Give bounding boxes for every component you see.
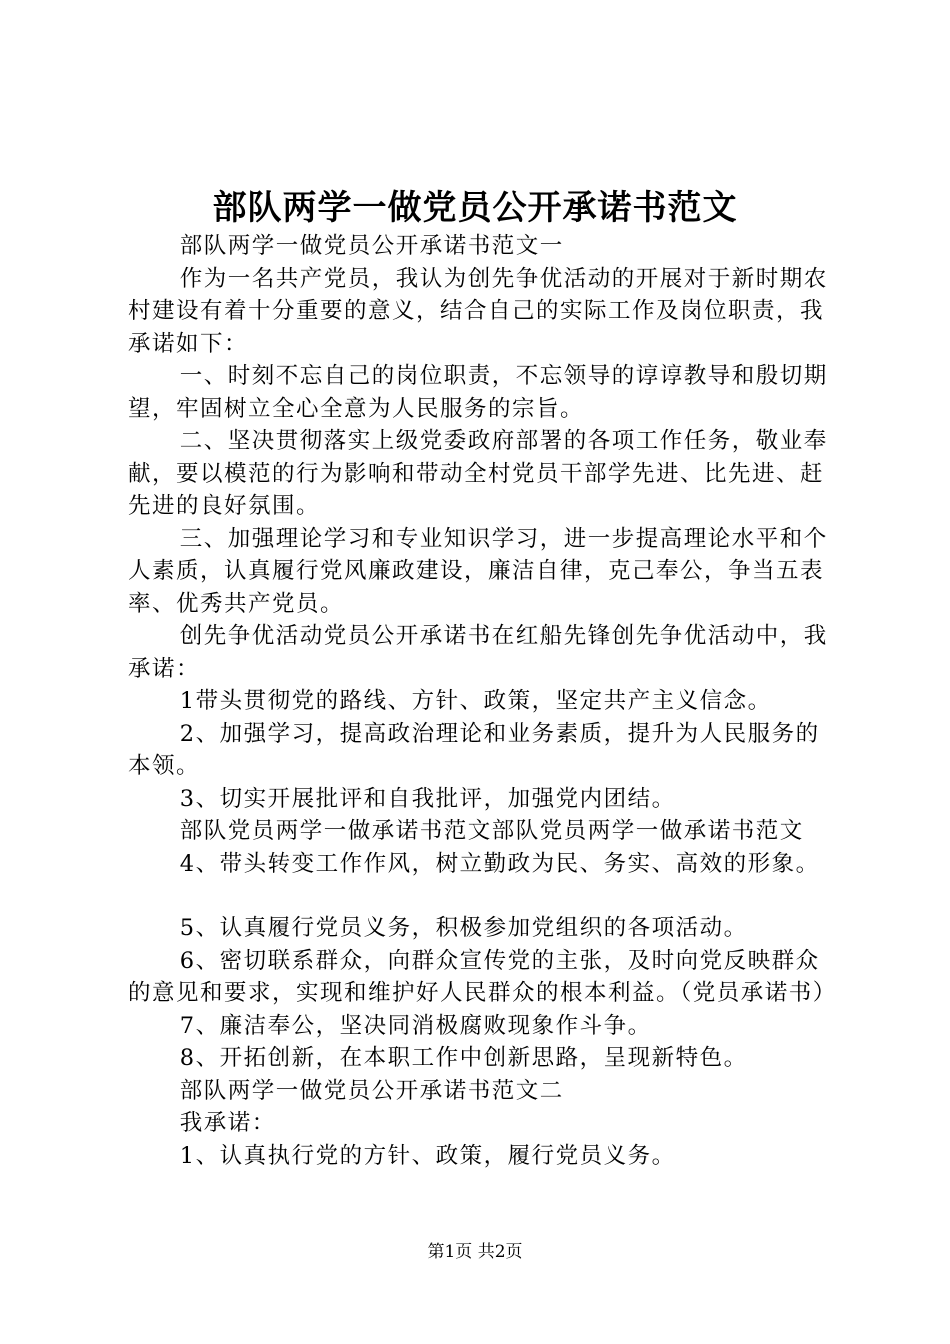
paragraph: 创先争优活动党员公开承诺书在红船先锋创先争优活动中，我承诺：	[128, 623, 828, 682]
paragraph: 6、密切联系群众，向群众宣传党的主张，及时向党反映群众的意见和要求，实现和维护好人民群众的根本利益。（党员承诺书）	[128, 947, 837, 1006]
paragraph: 作为一名共产党员，我认为创先争优活动的开展对于新时期农村建设有着十分重要的意义，结合自己的实际工作及岗位职责，我承诺如下：	[128, 265, 828, 357]
paragraph: 5、认真履行党员义务，积极参加党组织的各项活动。	[179, 915, 748, 941]
paragraph: 二、坚决贯彻落实上级党委政府部署的各项工作任务，敬业奉献，要以模范的行为影响和带动全村党员干部学先进、比先进、赶先进的良好氛围。	[128, 428, 828, 519]
paragraph: 部队两学一做党员公开承诺书范文一	[179, 233, 564, 259]
paragraph: 4、带头转变工作作风，树立勤政为民、务实、高效的形象。	[179, 850, 820, 877]
paragraph: 1、认真执行党的方针、政策，履行党员义务。	[179, 1142, 676, 1169]
paragraph: 7、廉洁奉公，坚决同消极腐败现象作斗争。	[179, 1012, 652, 1039]
paragraph: 部队两学一做党员公开承诺书范文二	[179, 1077, 564, 1104]
document-body	[128, 230, 837, 1172]
paragraph: 我承诺：	[179, 1110, 276, 1136]
paragraph: 一、时刻不忘自己的岗位职责，不忘领导的谆谆教导和殷切期望，牢固树立全心全意为人民服务的宗旨。	[128, 363, 828, 422]
paragraph: 2、加强学习，提高政治理论和业务素质，提升为人民服务的本领。	[128, 720, 820, 779]
paragraph: 3、切实开展批评和自我批评，加强党内团结。	[179, 785, 676, 812]
paragraph: 部队党员两学一做承诺书范文部队党员两学一做承诺书范文	[179, 818, 804, 844]
page-title: 部队两学一做党员公开承诺书范文	[212, 188, 738, 228]
paragraph: 1带头贯彻党的路线、方针、政策，坚定共产主义信念。	[179, 688, 772, 714]
paragraph: 8、开拓创新，在本职工作中创新思路，呈现新特色。	[179, 1045, 748, 1071]
paragraph: 三、加强理论学习和专业知识学习，进一步提高理论水平和个人素质，认真履行党风廉政建设，廉洁自律，克己奉公，争当五表率、优秀共产党员。	[128, 525, 828, 617]
page-number-footer: 第1页 共2页	[427, 1242, 523, 1262]
